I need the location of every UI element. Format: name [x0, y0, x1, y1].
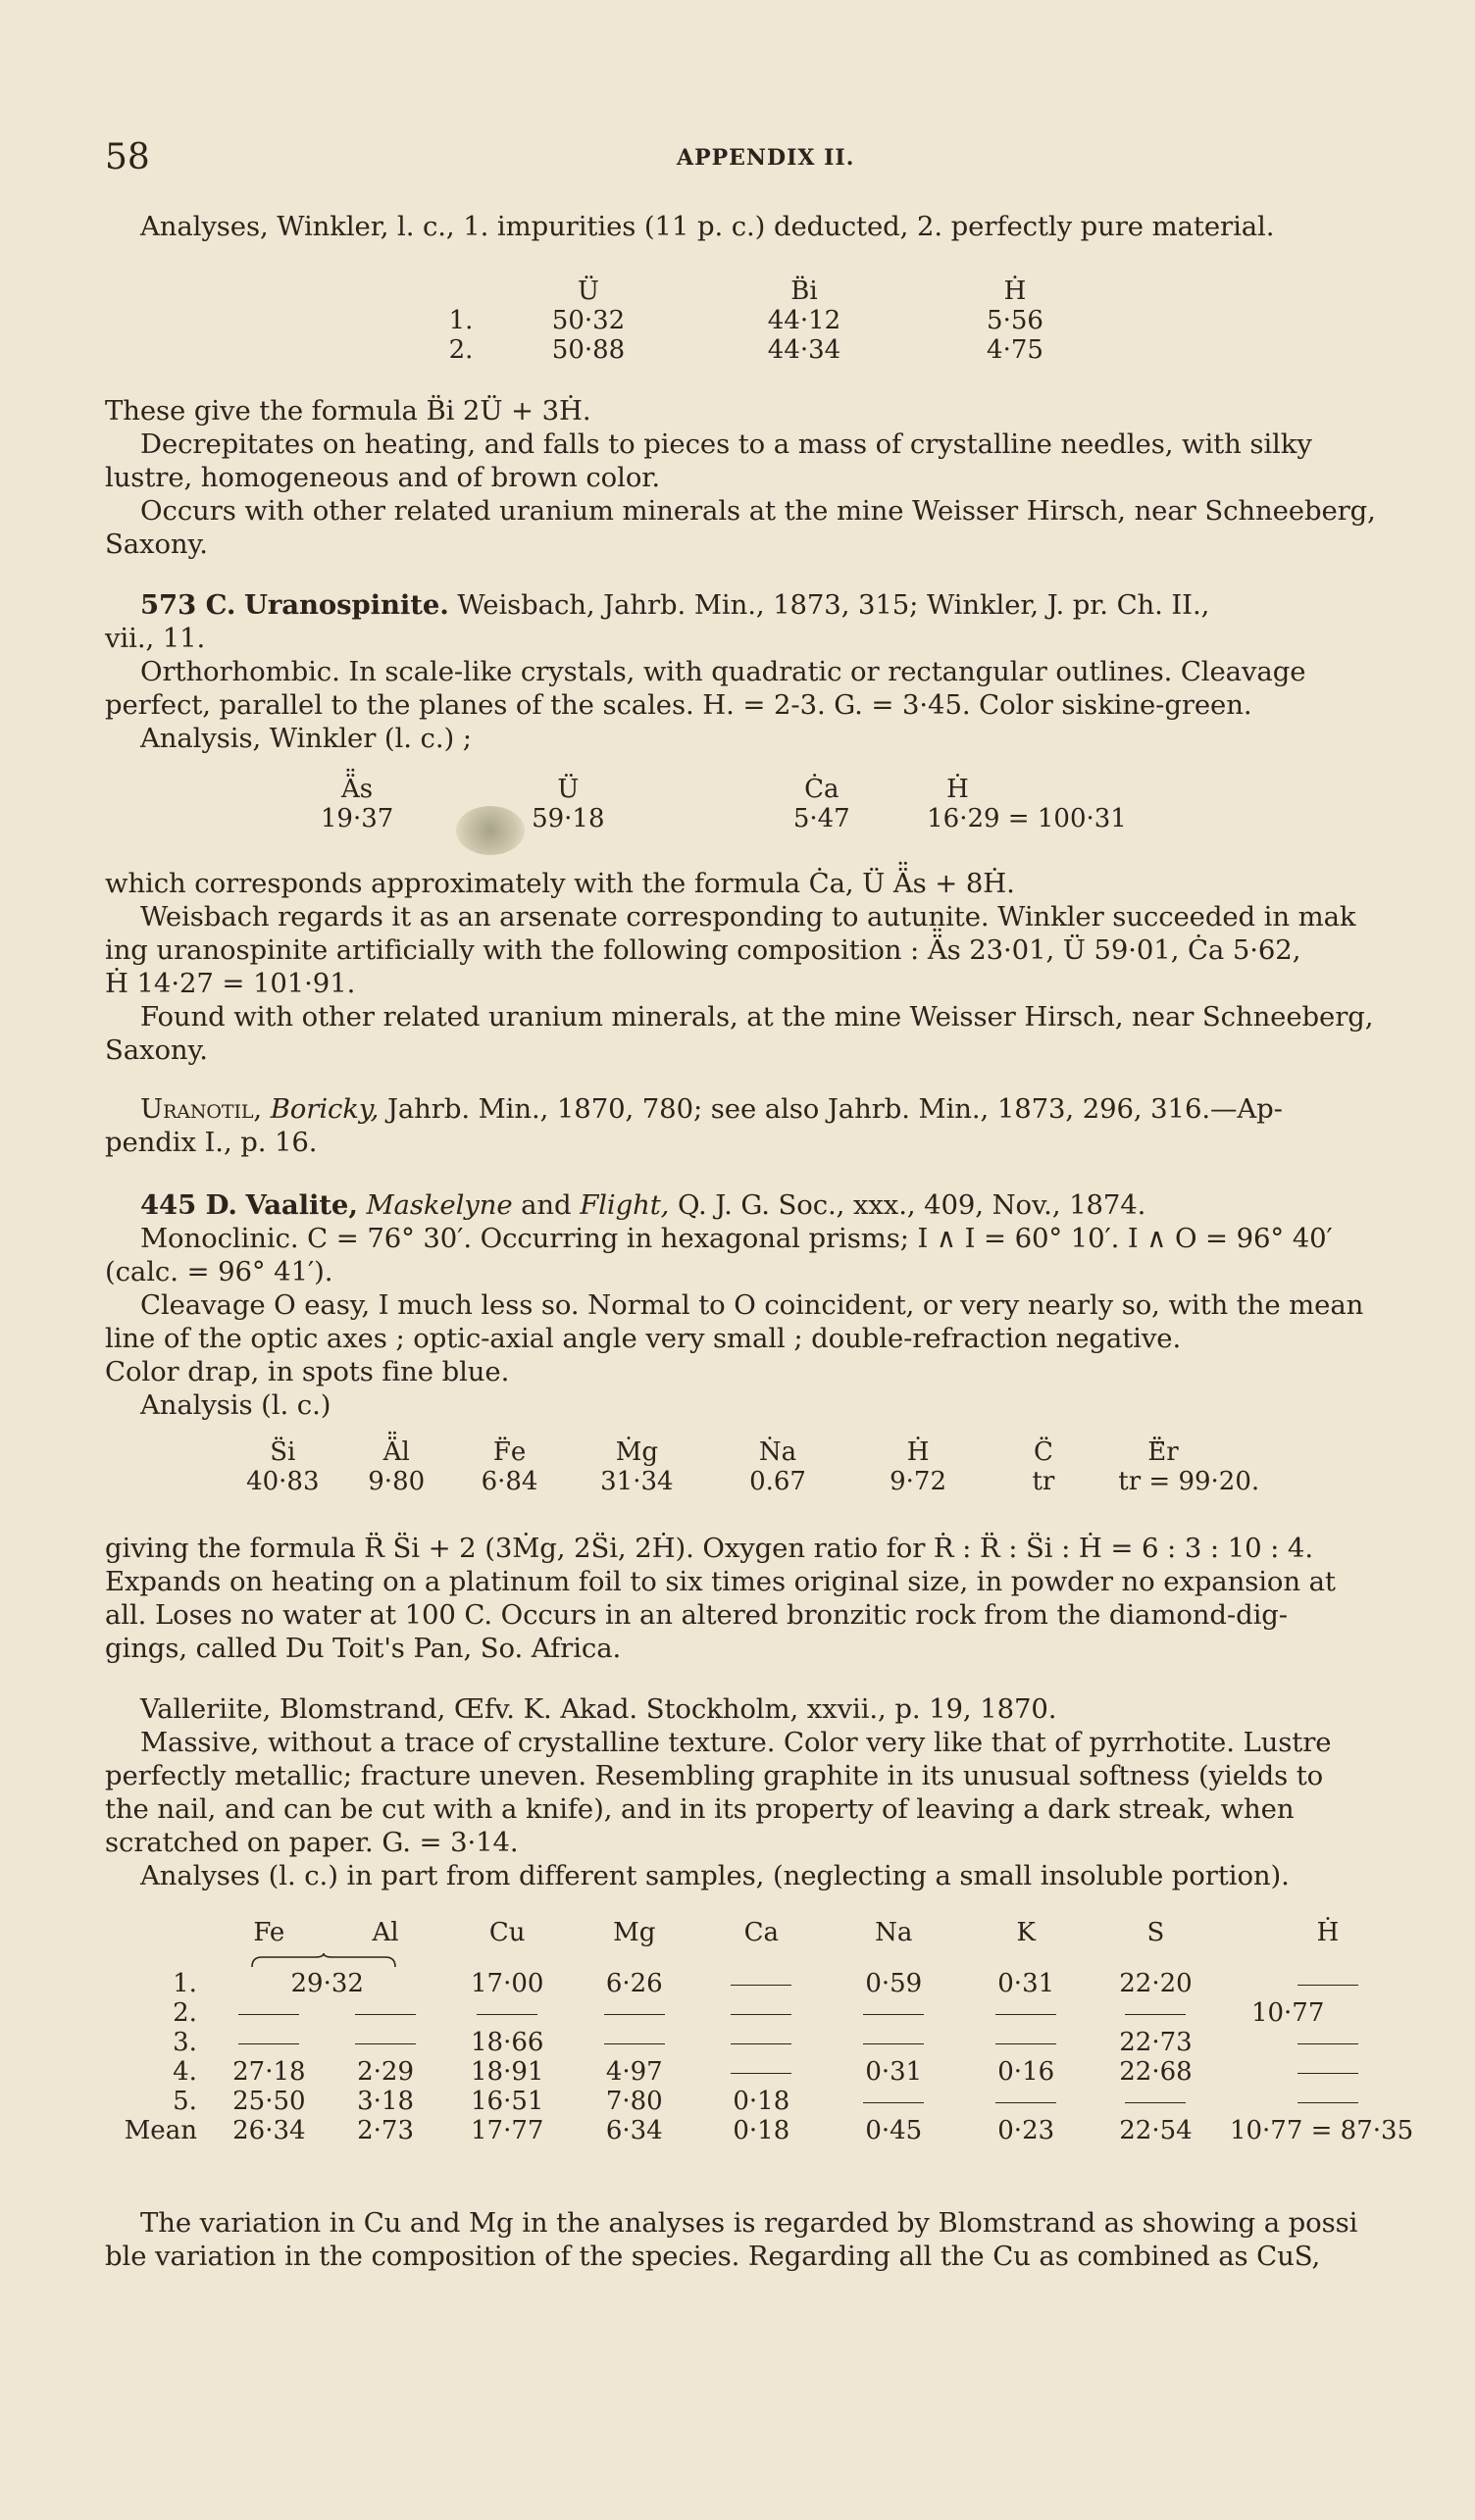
column-header: S̈i: [270, 1437, 296, 1467]
dash-mark: [731, 2043, 791, 2044]
author: Maskelyne: [366, 1189, 513, 1221]
text-line: (calc. = 96° 41′).: [105, 1256, 333, 1287]
table-row: [294, 804, 1275, 833]
table-cell: 10·77: [1250, 1998, 1325, 2028]
table-cell: 18·66: [471, 2028, 544, 2057]
table-row: [105, 1998, 1434, 2028]
table-cell: 22·68: [1119, 2057, 1193, 2087]
table-cell: 0·31: [997, 1969, 1055, 1998]
text-line: Analysis (l. c.): [140, 1389, 331, 1421]
dash-mark: [1297, 1985, 1358, 1986]
intro-line: Analyses, Winkler, l. c., 1. impurities (11 p. c.) deducted, 2. perfectly pure material.: [140, 211, 1275, 242]
dash-mark: [731, 2014, 791, 2015]
column-header: Ä̈l: [382, 1437, 410, 1467]
column-header: Ca: [743, 1918, 780, 1947]
table-header-row: [422, 277, 1098, 306]
column-header: Ḣ: [946, 775, 969, 804]
column-header: S: [1146, 1918, 1165, 1947]
page-number: 58: [105, 137, 150, 177]
dash-mark: [355, 2043, 416, 2044]
row-label: 2.: [448, 335, 474, 365]
text-line: vii., 11.: [105, 623, 206, 654]
mineral-name: Vaalite,: [245, 1189, 358, 1221]
table-cell: 22·73: [1119, 2028, 1193, 2057]
reference: Weisbach, Jahrb. Min., 1873, 315; Winkler, J. pr. Ch. II.,: [448, 589, 1210, 621]
table-cell: 27·18: [232, 2057, 306, 2087]
section-heading-445d: [105, 1188, 1145, 1222]
row-label: 5.: [173, 2087, 197, 2116]
table-cell: 31·34: [600, 1467, 674, 1496]
analysis-table-573c: [294, 775, 1275, 833]
table-cell: 0.67: [749, 1467, 806, 1496]
dash-mark: [355, 2014, 416, 2015]
text-line: Color drap, in spots fine blue.: [105, 1356, 510, 1387]
text-line: lustre, homogeneous and of brown color.: [105, 462, 660, 493]
row-label: 1.: [448, 306, 474, 335]
section-number: 445 D.: [140, 1189, 237, 1221]
text-line: Ḣ 14·27 = 101·91.: [105, 968, 356, 999]
analysis-table-valleriite: [105, 1918, 1434, 2145]
column-header: Ċa: [804, 775, 839, 804]
table-cell: 0·18: [733, 2116, 790, 2145]
table-cell: tr = 99·20.: [1118, 1467, 1260, 1496]
text-line: scratched on paper. G. = 3·14.: [105, 1827, 519, 1858]
merged-cell: [211, 1969, 444, 1998]
text-line: Massive, without a trace of crystalline texture. Color very like that of pyrrhotite. Lustre: [140, 1727, 1332, 1758]
table-cell: 50·32: [551, 306, 626, 335]
text-line: pendix I., p. 16.: [105, 1127, 318, 1158]
table-cell: 59·18: [532, 804, 605, 833]
text-line: Orthorhombic. In scale-like crystals, with quadratic or rectangular outlines. Cleavage: [140, 656, 1306, 687]
table-cell: 6·84: [481, 1467, 538, 1496]
column-header: C̈: [1033, 1437, 1053, 1467]
formula-line: giving the formula R̈ S̈i + 2 (3Ṁg, 2S̈i, 2Ḣ). Oxygen ratio for Ṙ : R̈ : S̈i : Ḣ = 6 : 3 : 10 : 4.: [105, 1533, 1313, 1564]
text-line: Saxony.: [105, 529, 208, 560]
dash-mark: [863, 2014, 924, 2015]
uranotil-heading: [105, 1092, 1283, 1126]
text-line: the nail, and can be cut with a knife), and in its property of leaving a dark streak, when: [105, 1793, 1295, 1825]
text-line: Analyses (l. c.) in part from different samples, (neglecting a small insoluble portion).: [140, 1860, 1290, 1891]
dash-mark: [995, 2043, 1056, 2044]
dash-mark: [1297, 2102, 1358, 2103]
table-cell: 40·83: [246, 1467, 320, 1496]
text-line: Weisbach regards it as an arsenate corresponding to autunite. Winkler succeeded in mak: [140, 901, 1356, 932]
paper-stain: [456, 806, 525, 855]
table-cell: 0·45: [865, 2116, 923, 2145]
text-line: The variation in Cu and Mg in the analyses is regarded by Blomstrand as showing a possi: [140, 2207, 1358, 2239]
author: Flight,: [580, 1189, 670, 1221]
column-header: Ḣ: [1003, 277, 1027, 306]
running-header: APPENDIX II.: [677, 145, 855, 171]
table-header-row: [105, 1918, 1434, 1947]
table-cell: 2·29: [357, 2057, 415, 2087]
table-cell: 19·37: [320, 804, 394, 833]
column-header: B̈i: [790, 277, 818, 306]
table-cell: 17·77: [471, 2116, 544, 2145]
valleriite-heading: Valleriite, Blomstrand, Œfv. K. Akad. Stockholm, xxvii., p. 19, 1870.: [140, 1693, 1057, 1725]
table-row: [105, 2057, 1434, 2087]
section-number: 573 C.: [140, 589, 236, 621]
text-line: gings, called Du Toit's Pan, So. Africa.: [105, 1633, 622, 1664]
table-cell: 5·47: [792, 804, 850, 833]
text-line: Monoclinic. C = 76° 30′. Occurring in hexagonal prisms; I ∧ I = 60° 10′. I ∧ O = 96° 40′: [140, 1223, 1333, 1254]
table-cell: [698, 1969, 826, 1998]
table-cell: 9·80: [368, 1467, 426, 1496]
text-line: Found with other related uranium minerals, at the mine Weisser Hirsch, near Schneeberg,: [140, 1001, 1374, 1033]
analysis-table-445d: [226, 1437, 1383, 1496]
table-cell: [1222, 1969, 1434, 1998]
dash-mark: [995, 2102, 1056, 2103]
reference: Q. J. G. Soc., xxx., 409, Nov., 1874.: [669, 1189, 1146, 1221]
column-header: Al: [372, 1918, 399, 1947]
text-line: perfectly metallic; fracture uneven. Resembling graphite in its unusual softness (yields to: [105, 1760, 1324, 1791]
formula-line: which corresponds approximately with the formula Ċa, Ü Ä̈s + 8Ḣ.: [105, 868, 1015, 899]
table-cell: 22·54: [1119, 2116, 1193, 2145]
column-header: F̈e: [492, 1437, 527, 1467]
table-cell: 50·88: [551, 335, 626, 365]
dash-mark: [238, 2043, 299, 2044]
table-cell: 0·23: [997, 2116, 1055, 2145]
text-line: line of the optic axes ; optic-axial angle very small ; double-refraction negative.: [105, 1323, 1182, 1354]
table-cell: 2·73: [357, 2116, 415, 2145]
table-cell: 44·34: [767, 335, 841, 365]
table-row: [105, 2028, 1434, 2057]
table-row: [105, 2116, 1434, 2145]
dash-mark: [731, 2073, 791, 2074]
dash-mark: [238, 2014, 299, 2015]
table-row: [226, 1467, 1383, 1496]
text-line: all. Loses no water at 100 C. Occurs in an altered bronzitic rock from the diamond-dig-: [105, 1599, 1288, 1631]
dash-mark: [1125, 2014, 1186, 2015]
table-cell: 0·59: [865, 1969, 923, 1998]
table-cell: 6·34: [605, 2116, 663, 2145]
text-line: Analysis, Winkler (l. c.) ;: [140, 723, 472, 754]
column-header: Fe: [253, 1918, 285, 1947]
table-cell: 25·50: [232, 2087, 306, 2116]
table-cell: 4·97: [605, 2057, 663, 2087]
table-header-row: [294, 775, 1275, 804]
dash-mark: [995, 2014, 1056, 2015]
column-header: Ü: [578, 277, 599, 306]
dash-mark: [604, 2043, 665, 2044]
table-row: [105, 2087, 1434, 2116]
section-heading-573c: [105, 588, 1209, 622]
column-header: Ë̈r: [1147, 1437, 1179, 1467]
conjunction: and: [512, 1189, 581, 1221]
column-header: Ä̈s: [341, 775, 374, 804]
row-label: 4.: [173, 2057, 197, 2087]
mineral-name: Uranospinite.: [244, 589, 449, 621]
table-header-row: [226, 1437, 1383, 1467]
text-line: perfect, parallel to the planes of the scales. H. = 2-3. G. = 3·45. Color siskine-green.: [105, 689, 1252, 721]
reference: Jahrb. Min., 1870, 780; see also Jahrb. Min., 1873, 296, 316.—Ap-: [379, 1093, 1283, 1125]
text-line: Decrepitates on heating, and falls to pieces to a mass of crystalline needles, with silky: [140, 428, 1312, 460]
table-cell: 0·18: [733, 2087, 790, 2116]
table-cell: 7·80: [605, 2087, 663, 2116]
dash-mark: [604, 2014, 665, 2015]
column-header: K: [1016, 1918, 1036, 1947]
column-header: Mg: [613, 1918, 656, 1947]
table-row: [422, 335, 1098, 365]
dash-mark: [863, 2102, 924, 2103]
text-line: ing uranospinite artificially with the following composition : Ä̈s 23·01, Ü 59·01, Ċa 5·62,: [105, 934, 1301, 966]
row-label: 2.: [173, 1998, 197, 2028]
table-row: [105, 1969, 1434, 1998]
table-cell: 0·31: [865, 2057, 923, 2087]
table-cell: 9·72: [890, 1467, 946, 1496]
text-line: Expands on heating on a platinum foil to six times original size, in powder no expansion at: [105, 1566, 1336, 1597]
analysis-table-1: [422, 277, 1098, 365]
table-cell: 17·00: [471, 1969, 544, 1998]
table-cell: 18·91: [471, 2057, 544, 2087]
table-cell: 16·29 = 100·31: [927, 804, 1127, 833]
table-cell: 10·77 = 87·35: [1229, 2116, 1414, 2145]
merged-value: 29·32: [290, 1969, 364, 1998]
table-cell: 5·56: [987, 306, 1043, 335]
table-row: [422, 306, 1098, 335]
dash-mark: [1297, 2073, 1358, 2074]
table-cell: 22·20: [1119, 1969, 1193, 1998]
text-line: Occurs with other related uranium minerals at the mine Weisser Hirsch, near Schneeberg,: [140, 495, 1376, 527]
table-cell: 3·18: [357, 2087, 415, 2116]
row-label: 1.: [173, 1969, 197, 1998]
brace-icon: [250, 1953, 397, 1969]
text-line: ble variation in the composition of the species. Regarding all the Cu as combined as CuS,: [105, 2241, 1321, 2272]
row-label: 3.: [173, 2028, 197, 2057]
table-cell: 4·75: [987, 335, 1043, 365]
dash-mark: [477, 2014, 537, 2015]
table-cell: 16·51: [471, 2087, 544, 2116]
column-header: Ṁg: [615, 1437, 658, 1467]
dash-mark: [1297, 2043, 1358, 2044]
column-header: Ü: [557, 775, 580, 804]
formula-line: These give the formula B̈i 2Ü + 3Ḣ.: [105, 395, 591, 427]
text-line: Saxony.: [105, 1034, 208, 1066]
dash-mark: [1125, 2102, 1186, 2103]
author: Boricky,: [270, 1093, 380, 1125]
row-label: Mean: [124, 2116, 197, 2145]
table-cell: 26·34: [232, 2116, 306, 2145]
table-cell: 44·12: [767, 306, 841, 335]
mineral-name: Uranotil,: [140, 1093, 263, 1125]
column-header: Ṅa: [758, 1437, 797, 1467]
column-header: Na: [875, 1918, 913, 1947]
table-cell: tr: [1032, 1467, 1055, 1496]
column-header: Ḣ: [1316, 1918, 1340, 1947]
table-cell: 6·26: [605, 1969, 663, 1998]
text-line: Cleavage O easy, I much less so. Normal to O coincident, or very nearly so, with the mean: [140, 1289, 1364, 1321]
table-cell: 0·16: [997, 2057, 1055, 2087]
dash-mark: [731, 1985, 791, 1986]
dash-mark: [863, 2043, 924, 2044]
column-header: Cu: [488, 1918, 526, 1947]
column-header: Ḣ: [906, 1437, 930, 1467]
